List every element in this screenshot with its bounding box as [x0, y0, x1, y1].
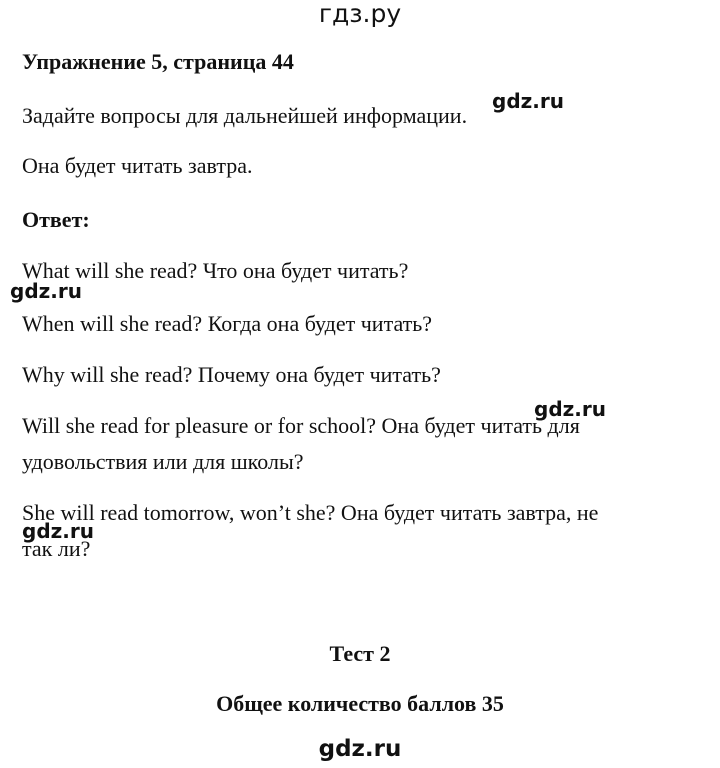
- site-title[interactable]: гдз.ру: [318, 0, 402, 28]
- footer-watermark: gdz.ru: [318, 736, 402, 762]
- answer-line: так ли?: [22, 536, 91, 561]
- answer-label: Ответ:: [22, 207, 90, 232]
- answer-line: She will read tomorrow, won’t she? Она будет читать завтра, не: [22, 500, 599, 525]
- exercise-title: Упражнение 5, страница 44: [22, 49, 294, 74]
- test-score: Общее количество баллов 35: [216, 691, 504, 716]
- exercise-statement: Она будет читать завтра.: [22, 153, 253, 178]
- answer-line: Will she read for pleasure or for school? Она будет читать для: [22, 413, 580, 438]
- watermark: gdz.ru: [10, 279, 82, 303]
- watermark: gdz.ru: [492, 89, 564, 113]
- answer-line: Why will she read? Почему она будет читать?: [22, 362, 441, 387]
- test-title: Тест 2: [329, 641, 391, 666]
- answer-line: When will she read? Когда она будет читать?: [22, 311, 433, 336]
- answer-line: What will she read? Что она будет читать?: [22, 258, 409, 283]
- watermark: gdz.ru: [22, 519, 94, 543]
- exercise-instruction: Задайте вопросы для дальнейшей информации.: [22, 103, 468, 128]
- answer-line: удовольствия или для школы?: [22, 449, 304, 474]
- watermark: gdz.ru: [534, 397, 606, 421]
